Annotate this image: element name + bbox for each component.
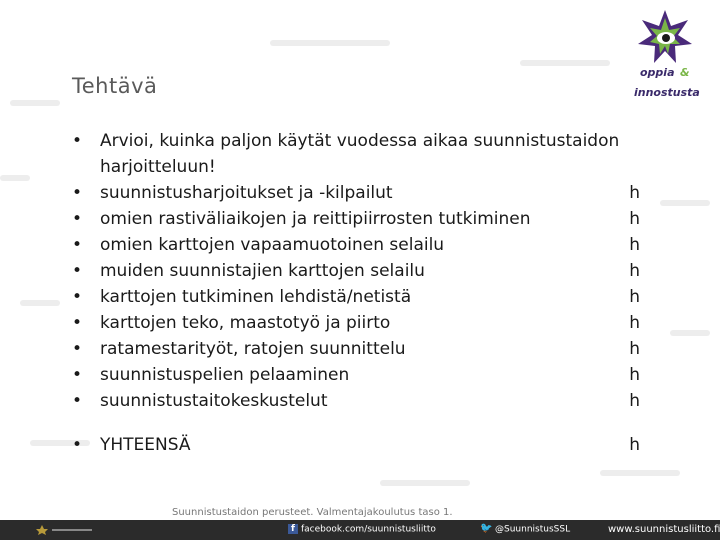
federation-logo-icon	[36, 524, 96, 536]
item-text: suunnistustaitokeskustelut	[100, 391, 328, 411]
item-text: muiden suunnistajien karttojen selailu	[100, 261, 425, 281]
list-item-intro	[72, 128, 652, 180]
background-dash	[660, 200, 710, 206]
bullet: •	[72, 365, 83, 385]
bullet: •	[72, 287, 83, 307]
bullet: •	[72, 339, 83, 359]
item-text: suunnistusharjoitukset ja -kilpailut	[100, 183, 393, 203]
logo-word-oppia: oppia	[640, 66, 675, 79]
oppia-innostusta-logo	[630, 8, 710, 108]
twitter-icon: 🐦	[480, 523, 493, 534]
bullet: •	[72, 235, 83, 255]
bullet: •	[72, 183, 83, 203]
item-unit: h	[629, 183, 640, 203]
twitter-link[interactable]	[480, 524, 570, 535]
total-unit: h	[629, 435, 640, 455]
list-item	[72, 232, 652, 258]
item-unit: h	[629, 261, 640, 281]
list-item	[72, 336, 652, 362]
logo-ampersand: &	[680, 66, 690, 79]
list-item	[72, 258, 652, 284]
item-text: karttojen tutkiminen lehdistä/netistä	[100, 287, 412, 307]
task-list	[72, 128, 652, 458]
background-dash	[20, 300, 60, 306]
intro-text: Arvioi, kuinka paljon käytät vuodessa aikaa suunnistustaidon harjoitteluun!	[100, 131, 620, 177]
logo-word-innostusta: innostusta	[634, 86, 700, 99]
item-unit: h	[629, 339, 640, 359]
item-unit: h	[629, 287, 640, 307]
bullet: •	[72, 209, 83, 229]
list-item	[72, 180, 652, 206]
item-text: ratamestarityöt, ratojen suunnittelu	[100, 339, 406, 359]
background-dash	[380, 480, 470, 486]
list-item	[72, 206, 652, 232]
facebook-icon: f	[288, 524, 298, 534]
list-item	[72, 388, 652, 414]
item-text: suunnistuspelien pelaaminen	[100, 365, 350, 385]
item-unit: h	[629, 209, 640, 229]
list-item	[72, 362, 652, 388]
slide-title: Tehtävä	[72, 74, 158, 98]
list-item	[72, 310, 652, 336]
bullet: •	[72, 313, 83, 333]
star-icon	[630, 8, 710, 68]
background-dash	[600, 470, 680, 476]
background-dash	[520, 60, 610, 66]
bullet: •	[72, 261, 83, 281]
background-dash	[10, 100, 60, 106]
item-unit: h	[629, 391, 640, 411]
background-dash	[670, 330, 710, 336]
background-dash	[0, 175, 30, 181]
footer-caption: Suunnistustaidon perusteet. Valmentajakoulutus taso 1.	[172, 507, 453, 518]
footer-bar	[0, 520, 720, 540]
item-unit: h	[629, 365, 640, 385]
list-spacer	[72, 414, 652, 432]
website-link[interactable]: www.suunnistusliitto.fi	[608, 524, 720, 535]
list-item	[72, 284, 652, 310]
list-item-total	[72, 432, 652, 458]
item-unit: h	[629, 313, 640, 333]
twitter-text: @SuunnistusSSL	[495, 524, 571, 535]
facebook-link[interactable]	[288, 524, 436, 535]
item-unit: h	[629, 235, 640, 255]
bullet: •	[72, 131, 83, 151]
item-text: karttojen teko, maastotyö ja piirto	[100, 313, 391, 333]
background-dash	[270, 40, 390, 46]
facebook-text: facebook.com/suunnistusliitto	[301, 524, 436, 535]
bullet: •	[72, 391, 83, 411]
item-text: omien karttojen vapaamuotoinen selailu	[100, 235, 445, 255]
total-text: YHTEENSÄ	[100, 435, 191, 455]
item-text: omien rastiväliaikojen ja reittipiirrosten tutkiminen	[100, 209, 531, 229]
bullet: •	[72, 435, 83, 455]
